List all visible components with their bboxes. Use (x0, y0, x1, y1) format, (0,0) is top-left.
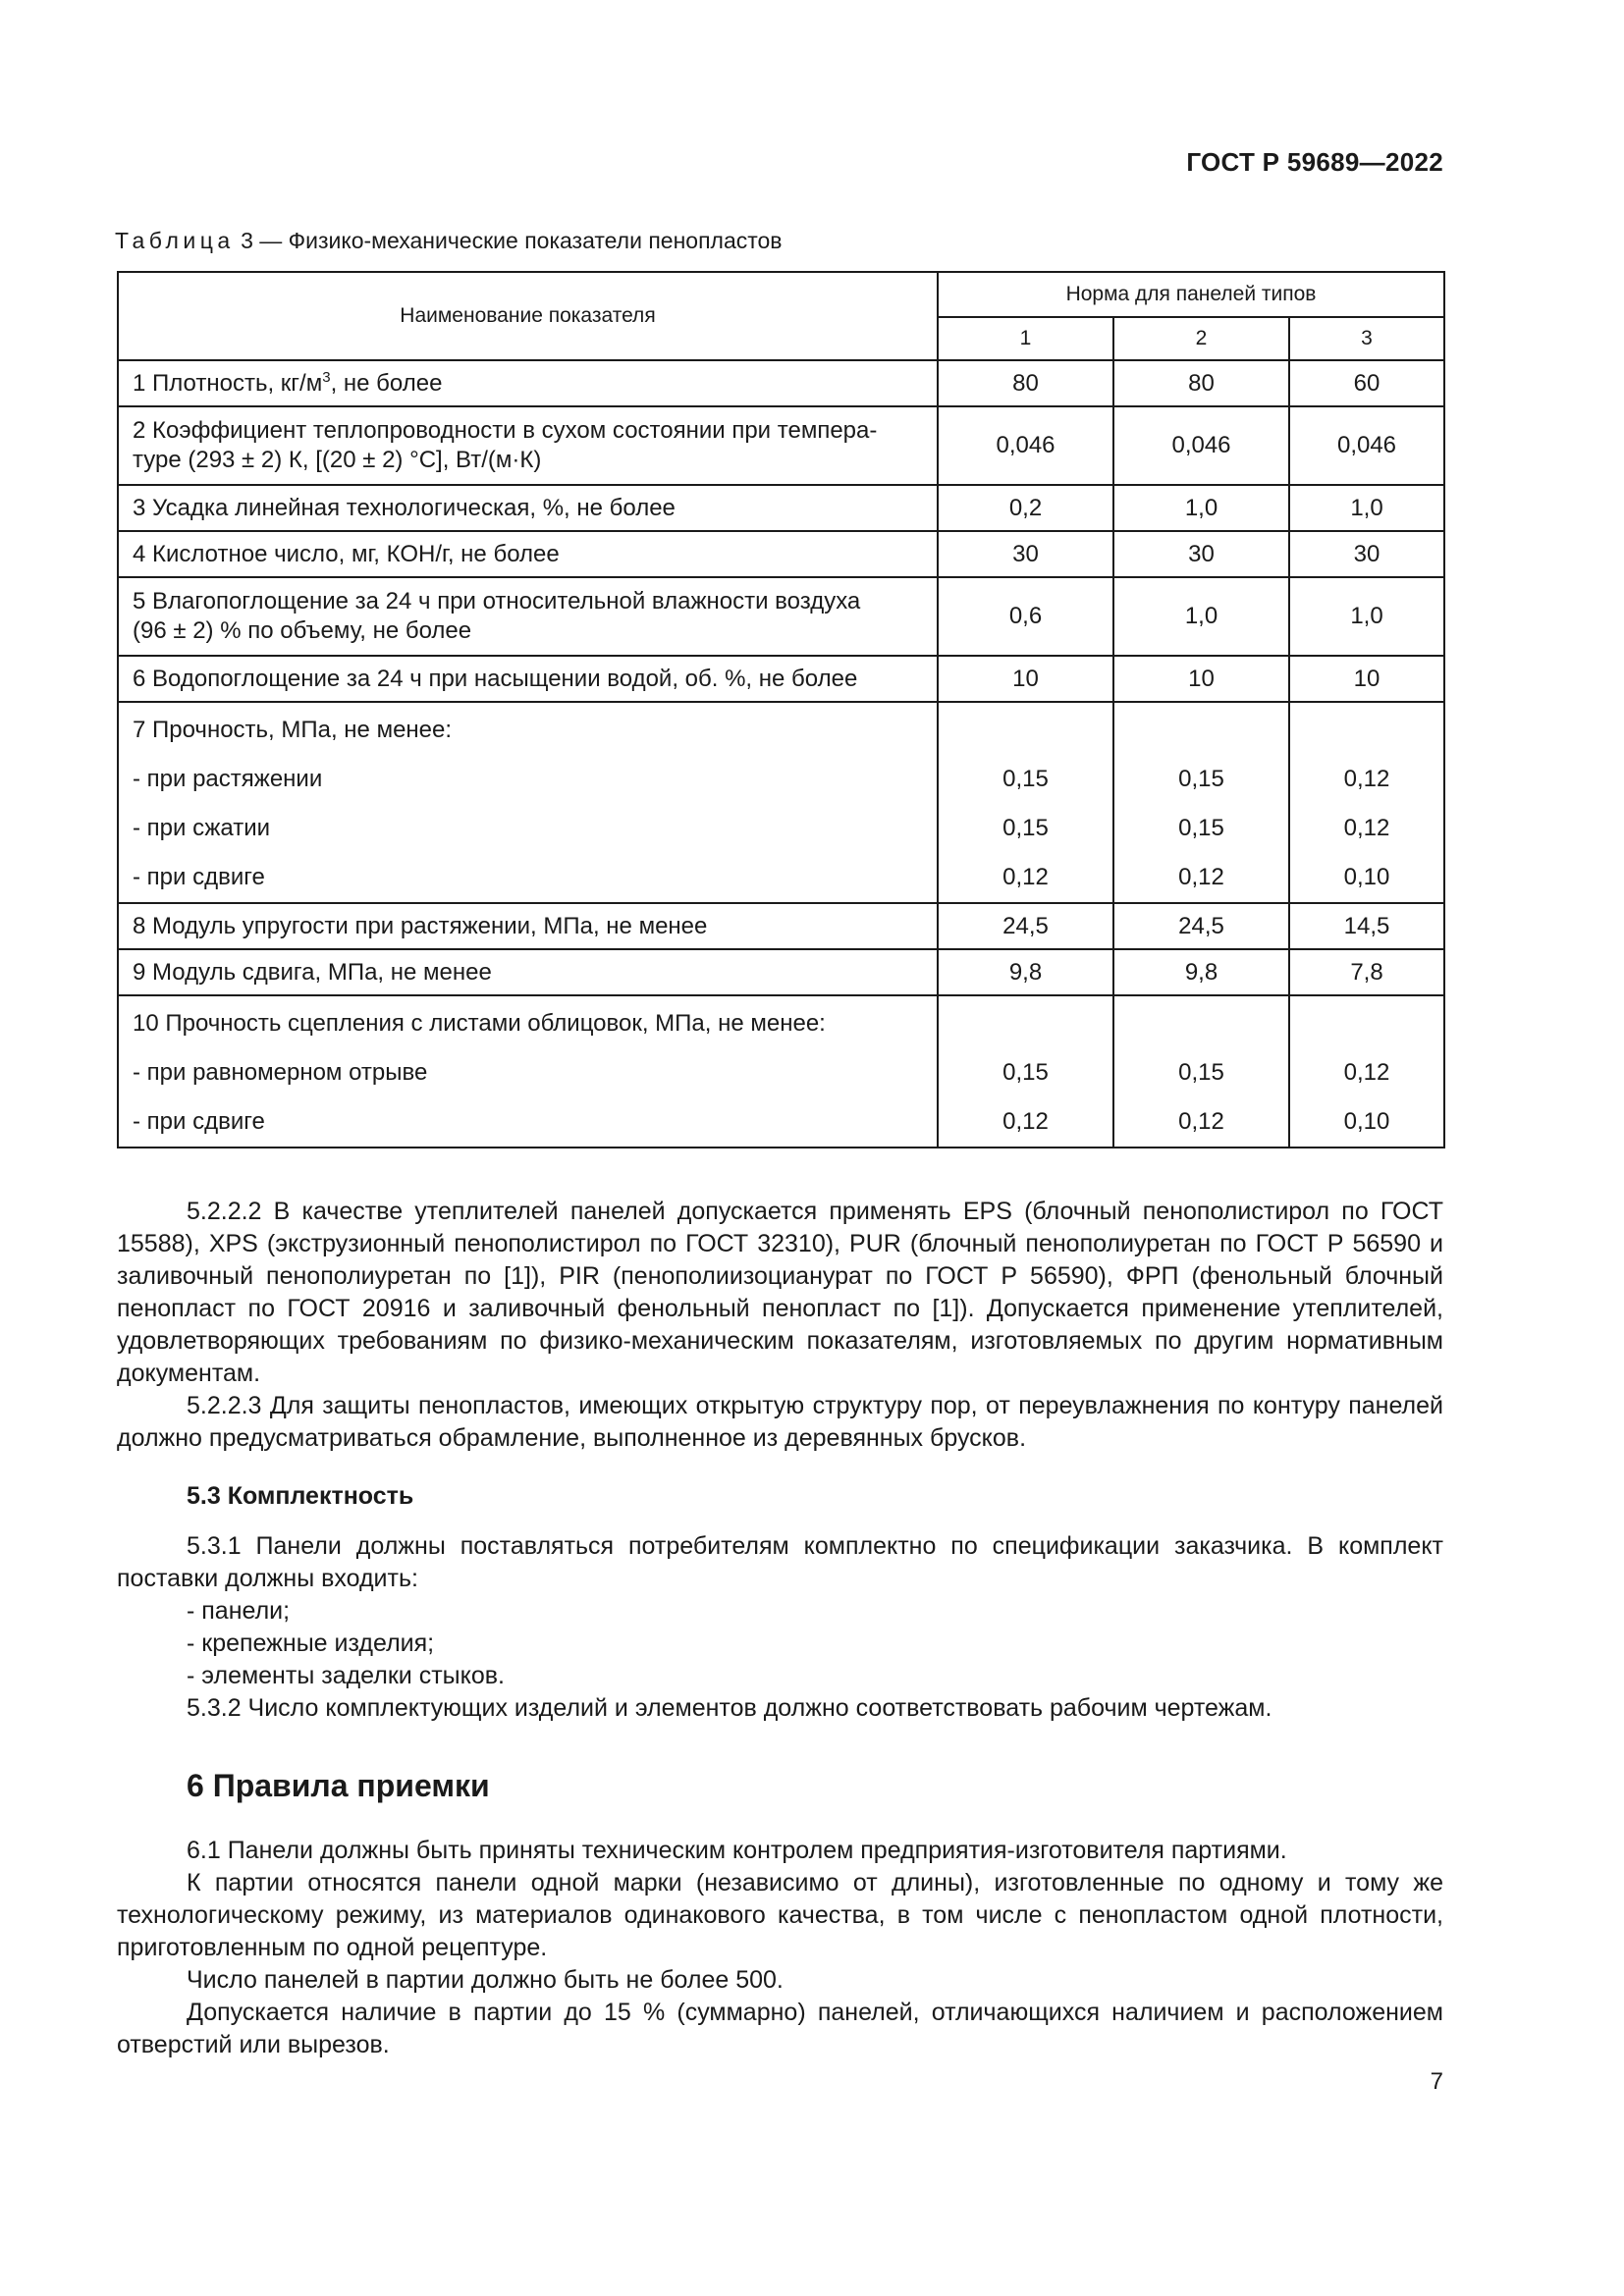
header-norm: Норма для панелей типов (938, 272, 1444, 317)
row-sub-label: - при равномерном отрыве (133, 1059, 428, 1086)
paragraph-5-3-1: 5.3.1 Панели должны поставляться потребителям комплектно по спецификации заказчика. В комплект поставки должны входить: (117, 1532, 1443, 1592)
header-type-3: 3 (1289, 317, 1444, 360)
row-value: 80 (938, 360, 1113, 406)
table-row (118, 485, 1444, 531)
row-values-col-1 (938, 995, 1113, 1148)
row-value: 0,046 (938, 406, 1113, 485)
row-name: 2 Коэффициент теплопроводности в сухом состоянии при темпера- туре (293 ± 2) К, [(20 ± 2) °С], Вт/(м·К) (118, 406, 938, 485)
section-heading-5-3: 5.3 Комплектность (187, 1482, 414, 1510)
section-5-3-text (117, 1530, 1443, 1725)
row-name: 1 Плотность, $кг/м^3$, не более (118, 360, 938, 406)
header-type-2: 2 (1113, 317, 1289, 360)
row-value: 1,0 (1113, 577, 1289, 656)
row-value: 80 (1113, 360, 1289, 406)
row-name: 3 Усадка линейная технологическая, %, не более (118, 485, 938, 531)
row-value: 0,15 (1002, 1059, 1049, 1086)
row-value: 0,15 (1002, 815, 1049, 841)
row-value: 0,10 (1343, 864, 1390, 890)
row-value: 0,12 (1343, 766, 1390, 792)
section-5-3-heading-wrap (117, 1480, 1443, 1513)
document-id: ГОСТ Р 59689—2022 (1186, 147, 1443, 177)
row-value: 10 (1113, 656, 1289, 702)
section-heading-6: 6 Правила приемки (187, 1768, 490, 1803)
row-values-col-2 (1113, 702, 1289, 903)
row-value: 1,0 (1289, 577, 1444, 656)
table-row (118, 406, 1444, 485)
row-name: 5 Влагопоглощение за 24 ч при относительной влажности воздуха (96 ± 2) % по объему, не более (118, 577, 938, 656)
row-value: 0,6 (938, 577, 1113, 656)
row-value: 24,5 (938, 903, 1113, 949)
row-value: 0,12 (1343, 1059, 1390, 1086)
table-header-row (118, 272, 1444, 317)
table-row (118, 360, 1444, 406)
table-caption-label: Таблица (115, 228, 235, 253)
properties-table (117, 271, 1445, 1148)
table-row (118, 531, 1444, 577)
row-sub-label: - при сжатии (133, 815, 271, 841)
section-6-heading-wrap (117, 1770, 1443, 1802)
table-row (118, 656, 1444, 702)
row-value: 14,5 (1289, 903, 1444, 949)
row-values-col-2 (1113, 995, 1289, 1148)
header-type-1: 1 (938, 317, 1113, 360)
row-values-col-3 (1289, 702, 1444, 903)
table-row (118, 949, 1444, 995)
row-value: 0,15 (1178, 766, 1224, 792)
row-value: 0,046 (1113, 406, 1289, 485)
list-item: - элементы заделки стыков. (187, 1662, 505, 1689)
list-item: - крепежные изделия; (187, 1629, 435, 1657)
row-value: 60 (1289, 360, 1444, 406)
row-value: 0,15 (1002, 766, 1049, 792)
row-value: 0,12 (1002, 1108, 1049, 1135)
paragraph-5-3-2: 5.3.2 Число комплектующих изделий и элементов должно соответствовать рабочим чертежам. (187, 1694, 1272, 1722)
paragraph-5-2-2-2: 5.2.2.2 В качестве утеплителей панелей допускается применять EPS (блочный пенополистирол по ГОСТ 15588), XPS (экструзионный пенополистирол по ГОСТ 32310), PUR (блочный пенополиуретан по ГОСТ Р 56590 и заливочный пенополиуретан по [1]), PIR (пенополиизоцианурат по ГОСТ Р 56590), ФРП (фенольный блочный пенопласт по ГОСТ 20916 и заливочный фенольный пенопласт по [1]). Допускается применение утеплителей, удовлетворяющих требованиям по физико-механическим показателям, изготовляемых по другим нормативным документам. (117, 1198, 1443, 1387)
row-value: 9,8 (938, 949, 1113, 995)
row-value: 0,12 (1178, 864, 1224, 890)
paragraph-6-1-c: Число панелей в партии должно быть не более 500. (187, 1966, 784, 1994)
row-value: 0,12 (1002, 864, 1049, 890)
row-sub-label: - при сдвиге (133, 864, 265, 890)
row-value: 0,12 (1343, 815, 1390, 841)
row-value: 7,8 (1289, 949, 1444, 995)
row-name: 4 Кислотное число, мг, КОН/г, не более (118, 531, 938, 577)
paragraph-6-1-d: Допускается наличие в партии до 15 % (суммарно) панелей, отличающихся наличием и расположением отверстий или вырезов. (117, 1999, 1443, 2058)
row-value: 24,5 (1113, 903, 1289, 949)
row-value: 1,0 (1113, 485, 1289, 531)
table-row-group (118, 995, 1444, 1148)
page-number: 7 (1430, 2068, 1443, 2095)
row-value: 10 (1289, 656, 1444, 702)
row-value: 30 (1289, 531, 1444, 577)
table-row-group (118, 702, 1444, 903)
row-values-col-3 (1289, 995, 1444, 1148)
row-value: 30 (938, 531, 1113, 577)
row-value: 0,15 (1178, 815, 1224, 841)
section-6-text (117, 1835, 1443, 2061)
row-value: 0,2 (938, 485, 1113, 531)
row-sub-label: - при сдвиге (133, 1108, 265, 1135)
row-name: 6 Водопоглощение за 24 ч при насыщении водой, об. %, не более (118, 656, 938, 702)
row-value: 0,12 (1178, 1108, 1224, 1135)
row-name: 10 Прочность сцепления с листами облицовок, МПа, не менее: (133, 1010, 826, 1037)
header-name: Наименование показателя (118, 272, 938, 360)
table-caption (115, 228, 783, 254)
row-values-col-1 (938, 702, 1113, 903)
row-value: 0,10 (1343, 1108, 1390, 1135)
paragraph-6-1-b: К партии относятся панели одной марки (независимо от длины), изготовленные по одному и тому же технологическому режиму, из материалов одинакового качества, в том числе с пенопластом одной плотности, приготовленным по одной рецептуре. (117, 1869, 1443, 1961)
row-value: 30 (1113, 531, 1289, 577)
table-row (118, 577, 1444, 656)
row-value: 10 (938, 656, 1113, 702)
row-value: 1,0 (1289, 485, 1444, 531)
paragraph-6-1: 6.1 Панели должны быть приняты техническим контролем предприятия-изготовителя партиями. (187, 1837, 1287, 1864)
list-item: - панели; (187, 1597, 291, 1625)
table-caption-title: 3 — Физико-механические показатели пенопластов (241, 228, 783, 253)
row-sub-label: - при растяжении (133, 766, 323, 792)
section-5-2-text (117, 1196, 1443, 1455)
row-value: 9,8 (1113, 949, 1289, 995)
row-name: 7 Прочность, МПа, не менее: (133, 717, 453, 743)
row-value: 0,15 (1178, 1059, 1224, 1086)
table-row (118, 903, 1444, 949)
row-name: 9 Модуль сдвига, МПа, не менее (118, 949, 938, 995)
row-name-group (118, 995, 938, 1148)
paragraph-5-2-2-3: 5.2.2.3 Для защиты пенопластов, имеющих открытую структуру пор, от переувлажнения по контуру панелей должно предусматриваться обрамление, выполненное из деревянных брусков. (117, 1392, 1443, 1452)
row-value: 0,046 (1289, 406, 1444, 485)
row-name: 8 Модуль упругости при растяжении, МПа, не менее (118, 903, 938, 949)
row-name-group (118, 702, 938, 903)
